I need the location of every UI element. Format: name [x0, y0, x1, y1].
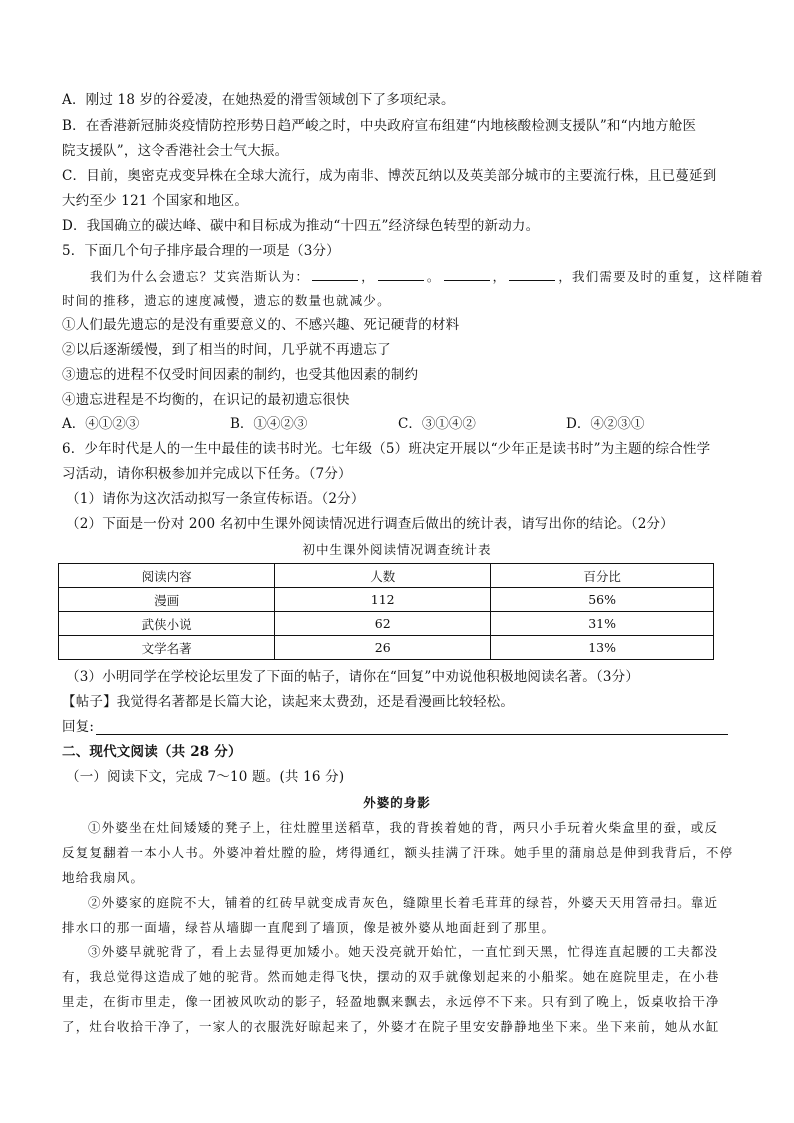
q5-choice-a[interactable]: A．④①②③ — [62, 416, 140, 432]
article-p1-line3: 地给我扇风。 — [62, 870, 145, 885]
reading-survey-table — [58, 563, 714, 660]
q5-sentence-1: ①人们最先遗忘的是没有重要意义的、不感兴趣、死记硬背的材料 — [62, 317, 460, 333]
table-row — [59, 612, 714, 636]
table-cell: 31% — [491, 612, 714, 636]
q5-sentence-3: ③遗忘的进程不仅受时间因素的制约，也受其他因素的制约 — [62, 367, 419, 383]
answer-blank[interactable] — [378, 266, 424, 281]
table-cell: 武侠小说 — [59, 612, 275, 636]
table-header: 百分比 — [491, 564, 714, 588]
q4-option-c-line1: C．目前，奥密克戎变异株在全球大流行，成为南非、博茨瓦纳以及英美部分城市的主要流行株，且已蔓延到 — [62, 168, 717, 184]
section2-heading: 二、现代文阅读（共 28 分） — [62, 744, 242, 760]
table-row — [59, 636, 714, 660]
article-p1-line1: ①外婆坐在灶间矮矮的凳子上，往灶膛里送稻草，我的背挨着她的背，两只小手玩着火柴盒里的蚕，或反 — [88, 820, 719, 835]
article-p3-line1: ③外婆早就驼背了，看上去显得更加矮小。她天没亮就开始忙，一直忙到天黑，忙得连直起腰的工夫都没 — [88, 944, 719, 959]
answer-blank[interactable] — [312, 266, 358, 281]
q4-option-b-line1: B．在香港新冠肺炎疫情防控形势日趋严峻之时，中央政府宣布组建“内地核酸检测支援队”和“内地方舱医 — [62, 118, 697, 134]
q6-part1: （1）请你为这次活动拟写一条宣传标语。（2分） — [66, 491, 365, 507]
q5-sentence-2: ②以后逐渐缓慢，到了相当的时间，几乎就不再遗忘了 — [62, 342, 391, 358]
table-header-row — [59, 564, 714, 588]
answer-blank[interactable] — [444, 266, 490, 281]
table-cell: 13% — [491, 636, 714, 660]
q5-choice-c[interactable]: C．③①④② — [398, 416, 476, 432]
table-row — [59, 588, 714, 612]
q4-option-b-line2: 院支援队”，这令香港社会士气大振。 — [62, 143, 289, 159]
reply-answer-line[interactable] — [96, 734, 728, 735]
q6-part3: （3）小明同学在学校论坛里发了下面的帖子，请你在“回复”中劝说他积极地阅读名著。（3分） — [66, 669, 640, 685]
q5-intro-line1: 我们为什么会遗忘？艾宾浩斯认为： ， 。 ， ，我们需要及时的重复，这样随着 — [90, 266, 742, 287]
reply-label: 回复: — [62, 719, 95, 735]
table-cell: 文学名著 — [59, 636, 275, 660]
table-cell: 62 — [275, 612, 491, 636]
table-cell: 26 — [275, 636, 491, 660]
section2-subheading: （一）阅读下文，完成 7～10 题。(共 16 分) — [66, 769, 345, 785]
q5-sentence-4: ④遗忘进程是不均衡的，在识记的最初遗忘很快 — [62, 392, 350, 408]
article-p2-line2: 排水口的那一面墙，绿苔从墙脚一直爬到了墙顶，像是被外婆从地面赶到了那里。 — [62, 920, 556, 935]
article-p1-line2: 反复复翻着一本小人书。外婆冲着灶膛的脸，烤得通红，额头挂满了汗珠。她手里的蒲扇总是伸到我背后，不停 — [62, 845, 734, 860]
table-header: 阅读内容 — [59, 564, 275, 588]
q4-option-a: A．刚过 18 岁的谷爱凌，在她热爱的滑雪领域创下了多项纪录。 — [62, 92, 455, 108]
article-p3-line2: 有，我总觉得这造成了她的驼背。然而她走得飞快，摆动的双手就像划起来的小船桨。她在庭院里走，在小巷 — [62, 969, 720, 984]
article-p2-line1: ②外婆家的庭院不大，铺着的红砖早就变成青灰色，缝隙里长着毛茸茸的绿苔，外婆天天用笤帚扫。靠近 — [88, 895, 719, 910]
table-title: 初中生课外阅读情况调查统计表 — [302, 542, 492, 557]
q6-line1: 6．少年时代是人的一生中最佳的读书时光。七年级（5）班决定开展以“少年正是读书时”为主题的综合性学 — [62, 441, 711, 457]
q5-intro-text-b: ，我们需要及时的重复，这样随着 — [558, 269, 764, 284]
q6-line2: 习活动，请你积极参加并完成以下任务。（7分） — [62, 466, 352, 482]
article-p3-line4: 了，灶台收拾干净了，一家人的衣服洗好晾起来了，外婆才在院子里安安静静地坐下来。坐下来前，她从水缸 — [62, 1019, 720, 1034]
q4-option-d: D．我国确立的碳达峰、碳中和目标成为推动“十四五”经济绿色转型的新动力。 — [62, 218, 540, 234]
q5-title: 5．下面几个句子排序最合理的一项是（3分） — [62, 243, 340, 259]
article-title: 外婆的身影 — [363, 795, 431, 810]
q6-part2: （2）下面是一份对 200 名初中生课外阅读情况进行调查后做出的统计表，请写出你的结论。（2分） — [66, 516, 674, 532]
table-cell: 56% — [491, 588, 714, 612]
table-cell: 漫画 — [59, 588, 275, 612]
answer-blank[interactable] — [509, 266, 555, 281]
table-cell: 112 — [275, 588, 491, 612]
article-p3-line3: 里走，在街市里走，像一团被风吹动的影子，轻盈地飘来飘去，永远停不下来。只有到了晚上，饭桌收拾干净 — [62, 994, 720, 1009]
q5-choice-d[interactable]: D．④②③① — [566, 416, 645, 432]
forum-post: 【帖子】我觉得名著都是长篇大论，读起来太费劲，还是看漫画比较轻松。 — [62, 694, 515, 710]
q5-intro-line2: 时间的推移，遗忘的速度减慢，遗忘的数量也就减少。 — [62, 293, 391, 308]
q5-intro-text-a: 我们为什么会遗忘？艾宾浩斯认为： — [90, 269, 310, 284]
q5-choice-b[interactable]: B．①④②③ — [230, 416, 308, 432]
table-header: 人数 — [275, 564, 491, 588]
q4-option-c-line2: 大约至少 121 个国家和地区。 — [62, 193, 249, 209]
